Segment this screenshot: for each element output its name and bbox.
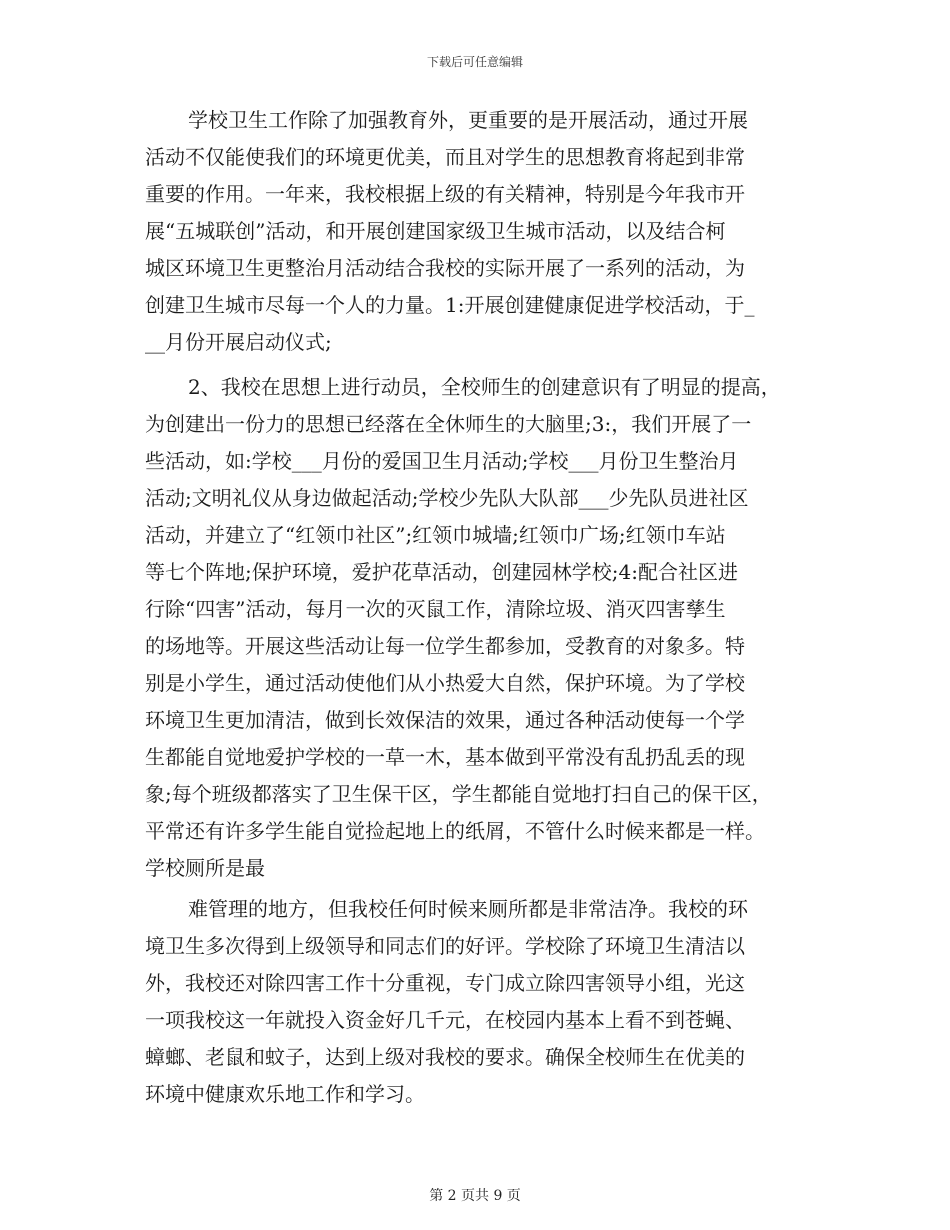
- text-line: 展“五城联创”活动，和开展创建国家级卫生城市活动，以及结合柯: [145, 219, 726, 243]
- page-header: 下载后可任意编辑: [426, 55, 523, 69]
- text-line: 学校卫生工作除了加强教育外，更重要的是开展活动，通过开展: [188, 108, 748, 132]
- text-line: 等七个阵地;保护环境，爱护花草活动，创建园林学校;4:配合社区进: [145, 560, 738, 584]
- text-line: 些活动，如:学校___月份的爱国卫生月活动;学校___月份卫生整治月: [145, 449, 739, 473]
- text-line: 别是小学生，通过活动使他们从小热爱大自然，保护环境。为了学校: [145, 671, 745, 695]
- text-line: 2、我校在思想上进行动员，全校师生的创建意识有了明显的提高，: [188, 375, 781, 399]
- text-line: 活动;文明礼仪从身边做起活动;学校少先队大队部___少先队员进社区: [145, 486, 749, 510]
- text-line: 学校厕所是最: [145, 856, 265, 880]
- text-line: 境卫生多次得到上级领导和同志们的好评。学校除了环境卫生清洁以: [145, 934, 745, 958]
- text-line: 外，我校还对除四害工作十分重视，专门成立除四害领导小组，光这: [145, 971, 745, 995]
- text-line: 难管理的地方，但我校任何时候来厕所都是非常洁净。我校的环: [188, 897, 748, 921]
- text-line: 环境卫生更加清洁，做到长效保洁的效果，通过各种活动使每一个学: [145, 708, 745, 732]
- text-line: 一项我校这一年就投入资金好几千元，在校园内基本上看不到苍蝇、: [145, 1008, 745, 1032]
- text-line: 象;每个班级都落实了卫生保干区，学生都能自觉地打扫自己的保干区，: [145, 782, 772, 806]
- text-line: 为创建出一份力的思想已经落在全休师生的大脑里;3:，我们开展了一: [145, 412, 752, 436]
- text-line: 重要的作用。一年来，我校根据上级的有关精神，特别是今年我市开: [145, 182, 745, 206]
- text-line: 活动不仅能使我们的环境更优美，而且对学生的思想教育将起到非常: [145, 145, 745, 169]
- text-line: 的场地等。开展这些活动让每一位学生都参加，受教育的对象多。特: [145, 634, 745, 658]
- text-line: 环境中健康欢乐地工作和学习。: [145, 1082, 425, 1106]
- text-line: __月份开展启动仪式;: [145, 330, 332, 354]
- text-line: 蟑螂、老鼠和蚊子，达到上级对我校的要求。确保全校师生在优美的: [145, 1045, 745, 1069]
- text-line: 行除“四害”活动，每月一次的灭鼠工作，清除垃圾、消灭四害孳生: [145, 597, 726, 621]
- page-number: 第 2 页共 9 页: [429, 1188, 521, 1204]
- text-line: 城区环境卫生更整治月活动结合我校的实际开展了一系列的活动，为: [145, 256, 745, 280]
- text-line: 生都能自觉地爱护学校的一草一木，基本做到平常没有乱扔乱丢的现: [145, 745, 745, 769]
- text-line: 创建卫生城市尽每一个人的力量。1:开展创建健康促进学校活动，于_: [145, 293, 755, 317]
- text-line: 活动，并建立了“红领巾社区”;红领巾城墙;红领巾广场;红领巾车站: [145, 523, 726, 547]
- text-line: 平常还有许多学生能自觉捡起地上的纸屑，不管什么时候来都是一样。: [145, 819, 765, 843]
